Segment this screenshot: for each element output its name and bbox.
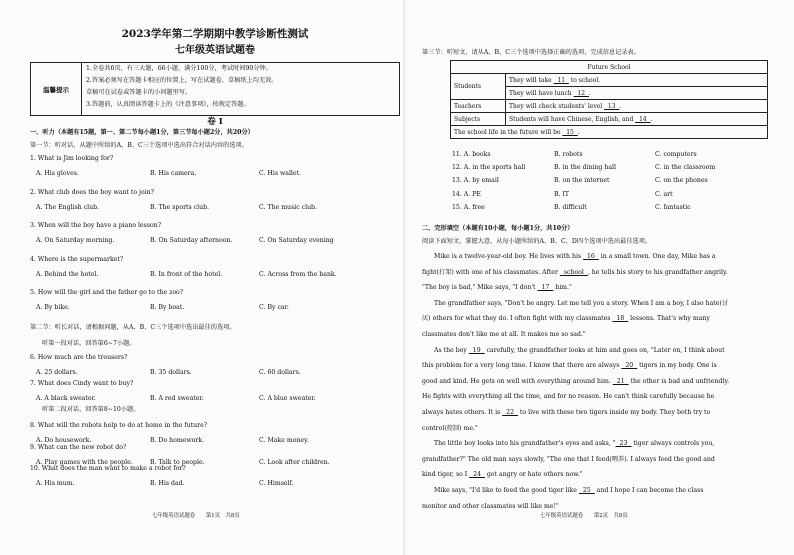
- cloze-blank: [616, 440, 632, 447]
- option-a: A. His mum.: [36, 480, 75, 487]
- blank-number: 24: [473, 471, 482, 479]
- option-c: C. A blue sweater.: [259, 395, 316, 402]
- option-row: [36, 271, 396, 279]
- blank-15: 15: [566, 128, 574, 136]
- cloze-line: [434, 253, 716, 261]
- option-b: B. 35 dollars.: [150, 369, 192, 376]
- cloze-text: , he tells his story to his grandfather angrily.: [587, 268, 728, 276]
- cloze-blank: [469, 471, 485, 478]
- option-b: B. His dad.: [150, 480, 185, 487]
- option-row: [452, 151, 772, 159]
- table-cell: They will take 11 to school.: [506, 74, 768, 87]
- option-a: A. A black sweater.: [36, 395, 96, 402]
- cloze-instruction: 阅读下面短文，掌握大意，从每小题所给的A、B、C、D四个选项中选出最佳选项。: [422, 238, 652, 245]
- option-a: A. Do housework.: [36, 437, 92, 444]
- question-text: 8. What will the robots help to do at home in the future?: [30, 422, 208, 429]
- cloze-text: this problem for a very long time. I know that there are always: [422, 362, 622, 370]
- option-a: 13. A. by email: [452, 177, 499, 185]
- option-a: A. His gloves.: [36, 170, 79, 177]
- option-c: C. art: [655, 190, 673, 198]
- cloze-text: always hates others. It is: [422, 409, 503, 416]
- option-a: 15. A. free: [452, 203, 485, 211]
- dialog1-note: 听第一段对话，回答第6~7小题。: [42, 340, 136, 347]
- table-row-label: Teachers: [451, 100, 506, 113]
- option-c: C. Himself.: [259, 480, 294, 487]
- question-text: 7. What does Cindy want to buy?: [30, 380, 134, 387]
- part-title: 卷 I: [207, 117, 223, 127]
- option-c: C. computers: [655, 151, 697, 158]
- listening-heading: 一、听力（本题有15题，第一、第二节每小题1分，第三节每小题2分，共20分）: [30, 129, 254, 136]
- dialog2-note: 听第二段对话，回答第8~10小题。: [42, 406, 140, 413]
- blank-number: 20: [625, 362, 634, 370]
- page-fold: [403, 0, 407, 555]
- blank-number: 19: [472, 346, 481, 354]
- option-c: C. 60 dollars.: [259, 369, 301, 376]
- cloze-line: [422, 284, 572, 292]
- cloze-text: "The boy is bad," Mike says, "I don't: [422, 284, 538, 292]
- option-row: [452, 164, 772, 172]
- option-b: B. in the dining hall: [554, 164, 616, 172]
- section1-instruction: 第一节：听对话，从题中所给的A、B、C三个选项中选出符合对话内容的选项。: [30, 142, 248, 149]
- cloze-line: [422, 378, 729, 386]
- option-a: A. Behind the hotel.: [36, 270, 99, 278]
- option-b: B. On Saturday afternoon.: [150, 237, 233, 244]
- blank-14: 14: [639, 115, 647, 123]
- tip-line: 3.答题前，认真阅读答题卡上的《注意事项》，按规定答题。: [86, 101, 250, 108]
- option-c: C. in the classroom: [655, 164, 716, 172]
- question-text: 1. What is Jim looking for?: [30, 155, 114, 162]
- right-page: [412, 0, 777, 555]
- left-page: [30, 0, 400, 555]
- page-footer-right: 七年级英语试题卷 第2页 共8页: [540, 513, 628, 519]
- option-b: B. Do homework.: [150, 437, 205, 444]
- option-a: A. On Saturday morning.: [36, 237, 115, 244]
- cloze-text: get angry or hate others now.": [484, 471, 583, 479]
- option-b: B. A red sweater.: [150, 395, 204, 402]
- cloze-line: The grandfather says, "Don't be angry. Let me tell you a story. When I am a boy, I also hate(讨: [434, 299, 729, 307]
- option-b: B. Talk to people.: [150, 458, 205, 466]
- tip-line: 2.答案必须写在答题卡相应的位置上，写在试题卷、草稿纸上均无效。: [86, 77, 278, 84]
- cloze-line: [422, 269, 728, 277]
- cloze-text: Mike says, "I'd like to feed the good tiger like: [434, 487, 579, 494]
- blank-number: 16: [587, 253, 595, 260]
- option-row: [36, 395, 396, 403]
- cloze-line: [434, 487, 703, 495]
- question-text: 2. What club does the boy want to join?: [30, 188, 154, 196]
- option-row: [36, 304, 396, 312]
- cloze-text: lessons. That's why many: [628, 315, 710, 323]
- option-row: [452, 204, 772, 212]
- option-c: C. By car.: [259, 304, 289, 311]
- cloze-blank: [469, 347, 485, 354]
- cloze-text: tiger always controls you,: [631, 440, 715, 448]
- cloze-line: grandfather?" The old man says slowly, "The one that I feed(喂养). I always feed the good and: [422, 455, 715, 463]
- cloze-text: the other is bad and unfriendly.: [628, 377, 730, 385]
- cloze-text: The little boy looks into his grandfather's eyes and asks, ": [434, 440, 616, 448]
- option-a: A. Play games with the people.: [36, 458, 133, 466]
- page-footer-left: 七年级英语试题卷 第1页 共8页: [152, 513, 240, 519]
- tips-body: [86, 65, 278, 108]
- table-cell: They will check students' level 13 .: [506, 100, 768, 113]
- cloze-blank: [621, 362, 637, 369]
- question-text: 9. What can the new robot do?: [30, 443, 127, 451]
- table-cell: Students will have Chinese, English, and 14 .: [506, 113, 768, 126]
- option-a: 12. A. in the sports hall: [452, 164, 526, 172]
- cloze-text: kind tiger, so I: [422, 471, 470, 479]
- cloze-blank: [612, 315, 628, 322]
- cloze-text: good and kind. He gets on well with everything around him.: [422, 377, 613, 385]
- option-b: B. The sports club.: [150, 203, 210, 211]
- blank-12: 12: [577, 89, 586, 97]
- option-c: C. fantastic: [655, 203, 691, 211]
- cloze-text: him.": [553, 284, 572, 292]
- option-b: B. difficult: [554, 203, 587, 211]
- blank-number: 23: [619, 440, 628, 448]
- cloze-line: [434, 440, 714, 448]
- option-a: 14. A. PE: [452, 190, 481, 198]
- cloze-blank: [583, 253, 599, 260]
- cloze-text: to live with these two tigers inside my body. They both try to: [517, 409, 711, 416]
- option-row: [36, 204, 396, 212]
- option-c: C. on the phones: [655, 177, 708, 185]
- cloze-blank: [560, 269, 588, 276]
- option-row: [36, 369, 396, 377]
- cloze-line: [434, 347, 725, 355]
- table-cell: They will have lunch 12 .: [506, 87, 768, 100]
- cloze-text: carefully, the grandfather looks at him and goes on, "Later on, I think about: [484, 346, 725, 354]
- option-b: B. robots: [554, 151, 583, 158]
- option-c: C. Across from the bank.: [259, 270, 337, 278]
- exam-subtitle: 七年级英语试题卷: [175, 45, 255, 56]
- cloze-line: classmates don't like me at all. It makes me so sad.": [422, 331, 586, 338]
- cloze-line: [422, 362, 717, 370]
- cloze-text: fight(打架) with one of his classmates. After: [422, 268, 560, 276]
- option-c: C. The music club.: [259, 203, 317, 211]
- cloze-text: As the boy: [434, 346, 469, 354]
- cloze-blank: [579, 487, 595, 494]
- option-b: B. on the internet: [554, 177, 610, 185]
- option-a: 11. A. books: [452, 151, 491, 158]
- option-b: B. In front of the hotel.: [150, 270, 223, 278]
- cloze-text: in a small town. One day, Mike has a: [598, 253, 716, 260]
- cloze-text: 厌) others for what they do. I often fight with my classmates: [422, 315, 613, 323]
- option-row: [36, 237, 396, 245]
- option-b: B. His camera.: [150, 170, 197, 177]
- section3-instruction: 第三节：听短文，请从A、B、C三个选项中选择正确的选项，完成信息记录表。: [422, 49, 640, 56]
- cloze-blank: [502, 409, 518, 416]
- cloze-blank: [538, 284, 554, 291]
- option-row: [36, 480, 396, 488]
- option-a: A. 25 dollars.: [36, 369, 78, 376]
- cloze-line: He fights with everything all the time, and for no reason. He can't think carefully because he: [422, 393, 715, 401]
- table-title: Future School: [451, 61, 768, 74]
- cloze-text: Mike is a twelve-year-old boy. He lives with his: [434, 253, 584, 260]
- future-school-table: [450, 60, 768, 139]
- question-text: 6. How much are the trousers?: [30, 354, 128, 361]
- cloze-text: tigers in my body. One is: [637, 362, 717, 370]
- cloze-heading: 二、完形填空（本题有10小题，每小题1分，共10分）: [422, 225, 574, 232]
- section2-instruction: 第二节：听长对话，请根据问题，从A、B、C三个选项中选出最佳的选项。: [30, 324, 236, 331]
- cloze-line: [422, 471, 583, 479]
- blank-13: 13: [607, 102, 616, 110]
- table-cell: The school life in the future will be 15 .: [451, 126, 768, 139]
- option-row: [36, 170, 396, 178]
- option-b: B. By boat.: [150, 304, 185, 311]
- cloze-text: and I hope I can become the class: [594, 487, 704, 494]
- exam-title: 2023学年第二学期期中教学诊断性测试: [121, 28, 309, 40]
- option-b: B. IT: [554, 190, 570, 198]
- option-a: A. By bike.: [36, 304, 70, 311]
- tip-line: 草稿可在试卷或答题卡的小问题里写。: [86, 89, 192, 96]
- table-row-label: Subjects: [451, 113, 506, 126]
- option-c: C. His wallet.: [259, 170, 302, 177]
- blank-number: 18: [616, 315, 625, 323]
- option-row: [452, 191, 772, 199]
- blank-number: 25: [582, 487, 591, 494]
- blank-number: school: [563, 268, 584, 276]
- question-text: 4. Where is the supermarket?: [30, 255, 124, 263]
- cloze-line: monitor and other classmates will like me!": [422, 502, 559, 510]
- tips-label: 温馨提示: [31, 63, 82, 115]
- question-text: 5. How will the girl and the father go to the zoo?: [30, 289, 184, 296]
- question-text: 10. What does the man want to make a robot for?: [30, 465, 186, 472]
- cloze-line: [422, 409, 710, 417]
- blank-number: 17: [541, 284, 550, 292]
- option-c: C. On Saturday evening: [259, 237, 334, 244]
- option-c: C. Look after children.: [259, 458, 330, 466]
- cloze-blank: [613, 378, 629, 385]
- blank-number: 22: [506, 409, 515, 416]
- table-row-label: Students: [451, 74, 506, 100]
- question-text: 3. When will the boy have a piano lesson?: [30, 222, 162, 229]
- blank-11: 11: [557, 76, 566, 84]
- cloze-line: [422, 315, 710, 323]
- option-row: [452, 177, 772, 185]
- option-c: C. Make money.: [259, 437, 309, 444]
- tip-line: 1.全卷共6页，有三大题，66小题，满分100分，考试时间90分钟。: [86, 65, 272, 72]
- option-a: A. The English club.: [36, 203, 100, 211]
- cloze-line: control(控制) me.": [422, 424, 478, 432]
- blank-number: 21: [616, 377, 625, 385]
- tips-box: [30, 62, 400, 116]
